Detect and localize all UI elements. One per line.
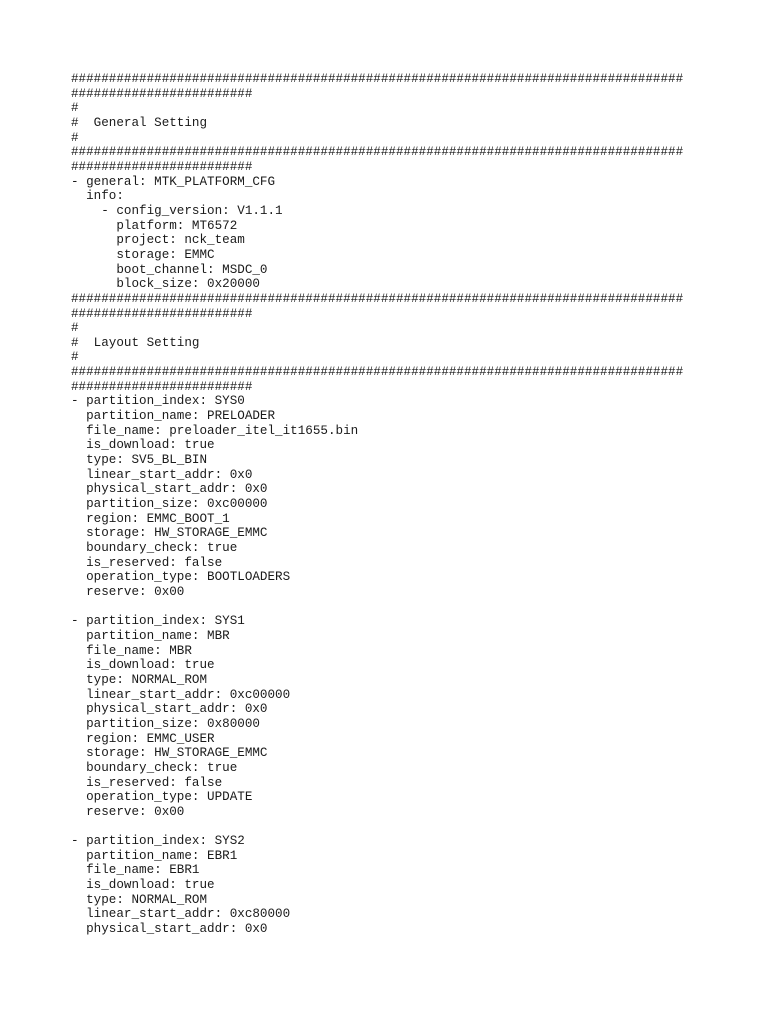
key-value-line: partition_name: EBR1 bbox=[71, 848, 238, 863]
key-value-line: storage: EMMC bbox=[71, 247, 215, 262]
key-value-line: is_download: true bbox=[71, 658, 215, 673]
key-value-line: linear_start_addr: 0xc80000 bbox=[71, 907, 291, 922]
key-value-line: type: SV5_BL_BIN bbox=[71, 453, 208, 468]
key-value-line: partition_name: PRELOADER bbox=[71, 409, 276, 424]
key-value-line: info: bbox=[71, 189, 124, 204]
key-value-line: project: nck_team bbox=[71, 233, 245, 248]
blank-line bbox=[71, 600, 711, 615]
key-value-line: platform: MT6572 bbox=[71, 218, 238, 233]
key-value-line: type: NORMAL_ROM bbox=[71, 892, 208, 907]
key-value-line: linear_start_addr: 0xc00000 bbox=[71, 687, 291, 702]
key-value-line: partition_size: 0xc00000 bbox=[71, 497, 268, 512]
key-value-line: physical_start_addr: 0x0 bbox=[71, 702, 268, 717]
key-value-line: partition_name: MBR bbox=[71, 628, 230, 643]
key-value-line: boundary_check: true bbox=[71, 541, 238, 555]
key-value-line: region: EMMC_BOOT_1 bbox=[71, 511, 230, 526]
key-value-line: block_size: 0x20000 bbox=[71, 277, 260, 292]
comment-line: # General Setting bbox=[71, 115, 208, 130]
list-entry-line: - partition_index: SYS1 bbox=[71, 614, 245, 629]
key-value-line: physical_start_addr: 0x0 bbox=[71, 922, 268, 937]
comment-rule-line: ################################################################################# bbox=[71, 145, 684, 160]
key-value-line: file_name: EBR1 bbox=[71, 863, 200, 878]
list-entry-line: - partition_index: SYS0 bbox=[71, 394, 245, 409]
key-value-line: operation_type: BOOTLOADERS bbox=[71, 570, 291, 585]
key-value-line: file_name: MBR bbox=[71, 643, 192, 658]
key-value-line: storage: HW_STORAGE_EMMC bbox=[71, 746, 268, 761]
comment-rule-line: # bbox=[71, 321, 79, 336]
key-value-line: boot_channel: MSDC_0 bbox=[71, 262, 268, 277]
comment-rule-line: ################################################################################# bbox=[71, 365, 684, 380]
key-value-line: boundary_check: true bbox=[71, 760, 238, 775]
key-value-line: physical_start_addr: 0x0 bbox=[71, 482, 268, 497]
key-value-line: operation_type: UPDATE bbox=[71, 790, 253, 805]
document-page bbox=[71, 72, 711, 937]
key-value-line: partition_size: 0x80000 bbox=[71, 716, 260, 731]
comment-line: # Layout Setting bbox=[71, 335, 200, 350]
key-value-line: region: EMMC_USER bbox=[71, 731, 215, 746]
blank-line bbox=[71, 819, 711, 834]
comment-rule-line: ######################## bbox=[71, 379, 253, 394]
list-entry-line: - partition_index: SYS2 bbox=[71, 834, 245, 849]
key-value-line: - config_version: V1.1.1 bbox=[71, 203, 283, 218]
key-value-line: reserve: 0x00 bbox=[71, 804, 185, 819]
comment-rule-line: # bbox=[71, 130, 79, 145]
comment-rule-line: ################################################################################# bbox=[71, 291, 684, 306]
key-value-line: is_reserved: false bbox=[71, 775, 223, 790]
comment-rule-line: ######################## bbox=[71, 86, 253, 101]
key-value-line: storage: HW_STORAGE_EMMC bbox=[71, 526, 268, 541]
key-value-line: is_download: true bbox=[71, 438, 215, 453]
key-value-line: file_name: preloader_itel_it1655.bin bbox=[71, 423, 359, 438]
key-value-line: reserve: 0x00 bbox=[71, 584, 185, 599]
comment-rule-line: ######################## bbox=[71, 306, 253, 321]
key-value-line: is_reserved: false bbox=[71, 555, 223, 570]
comment-rule-line: # bbox=[71, 350, 79, 365]
list-entry-line: - general: MTK_PLATFORM_CFG bbox=[71, 174, 276, 189]
key-value-line: is_download: true bbox=[71, 878, 215, 893]
key-value-line: linear_start_addr: 0x0 bbox=[71, 467, 253, 482]
key-value-line: type: NORMAL_ROM bbox=[71, 672, 208, 687]
comment-rule-line: ######################## bbox=[71, 159, 253, 174]
comment-rule-line: # bbox=[71, 101, 79, 116]
comment-rule-line: ################################################################################# bbox=[71, 72, 684, 86]
